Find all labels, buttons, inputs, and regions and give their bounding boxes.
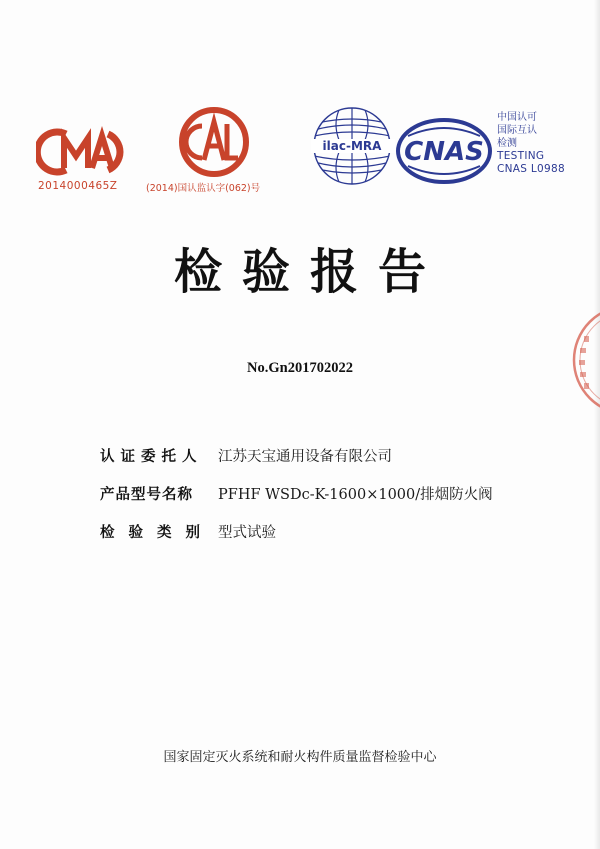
ilac-mra-text: ilac-MRA (322, 139, 382, 153)
seal-stamp-icon (566, 312, 600, 408)
cnas-line-2: 国际互认 (497, 125, 537, 136)
issuing-organization: 国家固定灭火系统和耐火构件质量监督检验中心 (163, 750, 437, 765)
report-number: No.Gn201702022 (247, 360, 353, 376)
field-label: 检验类别 (100, 525, 214, 541)
cnas-mark-icon (394, 116, 494, 186)
field-value: 江苏天宝通用设备有限公司 (218, 449, 392, 465)
cnas-logo (394, 116, 494, 186)
field-value: PFHF WSDc-K-1600×1000/排烟防火阀 (218, 487, 493, 503)
report-title: 检验报告 (173, 244, 446, 300)
field-inspection-type (100, 521, 276, 541)
field-client (100, 445, 392, 465)
cal-logo (172, 106, 256, 176)
field-product (100, 483, 493, 503)
cnas-accreditation-text (497, 111, 565, 176)
field-label: 产品型号名称 (100, 487, 193, 503)
ilac-mra-logo (309, 104, 395, 188)
scan-edge-shadow (594, 0, 600, 849)
cnas-line-3: 检测 (497, 138, 517, 149)
cnas-line-1: 中国认可 (497, 112, 537, 123)
field-label: 认证委托人 (100, 449, 203, 465)
cnas-line-5: CNAS L0988 (497, 163, 565, 175)
cal-code: (2014)国认监认字(062)号 (146, 183, 261, 194)
cnas-mark-text: CNAS (404, 137, 484, 167)
cal-mark-icon (172, 106, 256, 178)
field-value: 型式试验 (218, 525, 276, 541)
cma-mark-icon (36, 122, 128, 182)
cnas-line-4: TESTING (497, 150, 545, 162)
ilac-globe-icon (309, 104, 395, 188)
cma-code: 2014000465Z (38, 180, 118, 192)
